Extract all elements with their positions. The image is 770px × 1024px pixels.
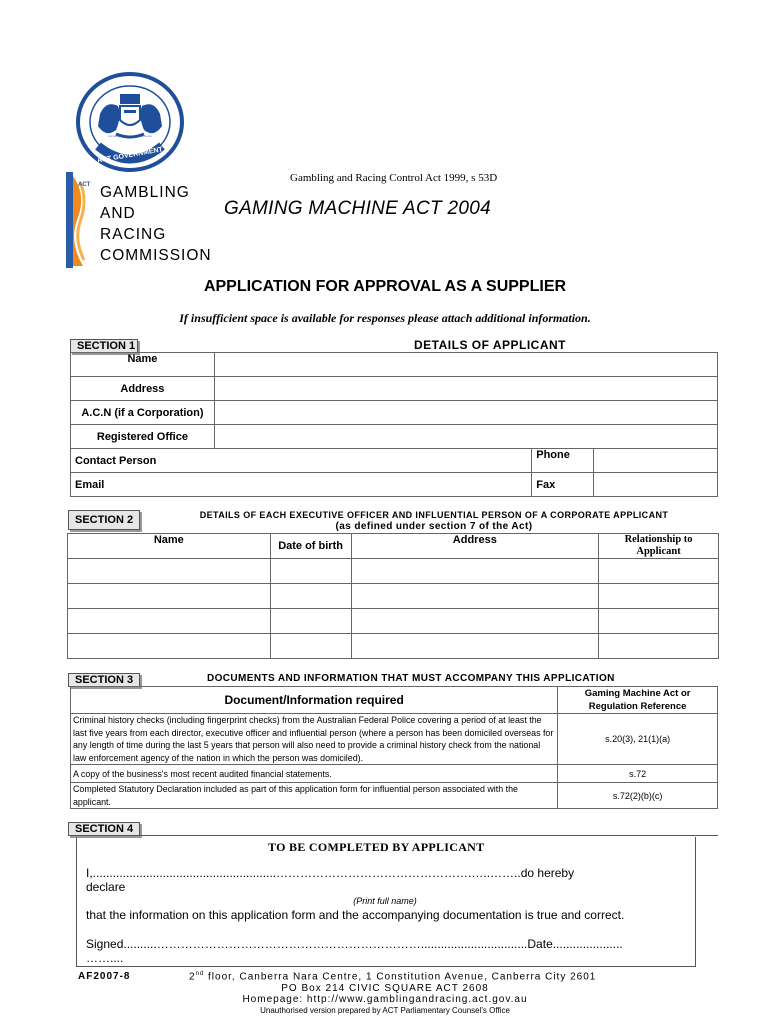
section1-heading: DETAILS OF APPLICANT — [414, 338, 566, 352]
declare-line[interactable]: I,.......................................................………………………………………….…..……..do hereby — [86, 866, 575, 880]
col-dob-header: Date of birth — [270, 534, 351, 559]
document-text: A copy of the business's most recent audited financial statements. — [71, 765, 558, 783]
officer-relationship-field[interactable] — [599, 634, 719, 659]
org-name-line2: AND — [100, 205, 136, 222]
officer-dob-field[interactable] — [270, 634, 351, 659]
email-field[interactable] — [214, 473, 531, 497]
col-document-header: Document/Information required — [71, 687, 558, 714]
document-row — [71, 714, 718, 765]
org-name-line3: RACING — [100, 226, 167, 243]
section1-tab: SECTION 1 — [70, 339, 138, 353]
registered-office-field[interactable] — [214, 425, 717, 449]
col-name-header: Name — [68, 534, 271, 559]
seal-caption: ACT GOVERNMENT — [96, 146, 164, 165]
officer-name-field[interactable] — [68, 634, 271, 659]
applicant-details-table — [70, 352, 718, 497]
name-field[interactable] — [214, 353, 717, 377]
signed-date-line[interactable]: Signed..........…………………………………………………………................................Date..................... — [86, 937, 623, 951]
col-reference-header: Gaming Machine Act or Regulation Reference — [558, 687, 718, 714]
officer-name-field[interactable] — [68, 609, 271, 634]
officer-name-field[interactable] — [68, 559, 271, 584]
declare-word: declare — [86, 880, 126, 894]
officers-header-row — [68, 534, 719, 559]
officers-table — [67, 533, 719, 659]
org-name-line1: GAMBLING — [100, 184, 190, 201]
fax-field[interactable] — [594, 473, 718, 497]
seal-motto: FOR THE QUEEN THE LAW AND THE PEOPLE — [108, 136, 152, 138]
col-relationship-header: Relationship to Applicant — [599, 534, 719, 559]
officer-row — [68, 609, 719, 634]
act-title: GAMING MACHINE ACT 2004 — [224, 198, 491, 219]
org-name-line4: COMMISSION — [100, 247, 212, 264]
documents-header-row — [71, 687, 718, 714]
name-label: Name — [71, 353, 215, 377]
acn-field[interactable] — [214, 401, 717, 425]
address-row — [71, 377, 718, 401]
form-title: APPLICATION FOR APPROVAL AS A SUPPLIER — [203, 278, 567, 295]
document-reference: s.72 — [558, 765, 718, 783]
document-text: Completed Statutory Declaration included as part of this application form for influential person associated with the applicant. — [71, 783, 558, 809]
officer-relationship-field[interactable] — [599, 559, 719, 584]
section2-heading-line2: (as defined under section 7 of the Act) — [335, 521, 533, 532]
footer-unauthorised: Unauthorised version prepared by ACT Parliamentary Counsel's Office — [260, 1006, 510, 1015]
section4-rule — [140, 835, 718, 836]
document-reference: s.20(3), 21(1)(a) — [558, 714, 718, 765]
section2-tab: SECTION 2 — [68, 510, 140, 530]
registered-office-label: Registered Office — [71, 425, 215, 449]
footer-homepage[interactable]: Homepage: http://www.gamblingandracing.act.gov.au — [242, 994, 528, 1005]
officer-relationship-field[interactable] — [599, 609, 719, 634]
officer-address-field[interactable] — [351, 634, 599, 659]
officer-address-field[interactable] — [351, 584, 599, 609]
document-row — [71, 765, 718, 783]
phone-field[interactable] — [594, 449, 718, 473]
officer-row — [68, 634, 719, 659]
name-row — [71, 353, 718, 377]
document-row — [71, 783, 718, 809]
footer-po-box: PO Box 214 CIVIC SQUARE ACT 2608 — [281, 983, 489, 994]
officer-name-field[interactable] — [68, 584, 271, 609]
registered-office-row — [71, 425, 718, 449]
form-instruction: If insufficient space is available for responses please attach additional information. — [179, 311, 591, 325]
footer-address-sup: nd — [195, 971, 205, 977]
email-row — [71, 473, 718, 497]
acn-row — [71, 401, 718, 425]
col-address-header: Address — [351, 534, 599, 559]
officer-row — [68, 584, 719, 609]
document-reference: s.72(2)(b)(c) — [558, 783, 718, 809]
officer-dob-field[interactable] — [270, 559, 351, 584]
section2-heading-line1: DETAILS OF EACH EXECUTIVE OFFICER AND INFLUENTIAL PERSON OF A CORPORATE APPLICANT — [199, 510, 669, 520]
documents-table — [70, 686, 718, 809]
contact-row — [71, 449, 718, 473]
document-text: Criminal history checks (including fingerprint checks) from the Australian Federal Police covering a period of at least the last five years from each director, executive officer and influential person (where a person has been domiciled overseas for any length of time during the last 5 years that person will also need to provide a criminal history check from the national law enforcement agency of the nation in which the person was domiciled). — [71, 714, 558, 765]
section4-heading: TO BE COMPLETED BY APPLICANT — [268, 840, 485, 854]
footer-address-rest: floor, Canberra Nara Centre, 1 Constitution Avenue, Canberra City 2601 — [204, 971, 597, 983]
act-reference: Gambling and Racing Control Act 1999, s 53D — [290, 172, 498, 184]
officer-row — [68, 559, 719, 584]
contact-person-label: Contact Person — [71, 449, 215, 473]
section2-heading — [150, 510, 718, 532]
form-code: AF2007-8 — [78, 971, 131, 982]
officer-dob-field[interactable] — [270, 609, 351, 634]
section4-tab: SECTION 4 — [68, 822, 140, 836]
grc-logo-flame — [66, 172, 92, 268]
footer-address — [189, 971, 596, 982]
officer-dob-field[interactable] — [270, 584, 351, 609]
officer-relationship-field[interactable] — [599, 584, 719, 609]
print-name-hint: (Print full name) — [353, 896, 417, 906]
phone-label: Phone — [532, 449, 594, 473]
acn-label: A.C.N (if a Corporation) — [71, 401, 215, 425]
org-name — [100, 182, 212, 266]
section3-tab: SECTION 3 — [68, 673, 140, 687]
signed-date-line-continued: …….... — [86, 951, 124, 965]
address-field[interactable] — [214, 377, 717, 401]
declaration-statement: that the information on this application form and the accompanying documentation is true and correct. — [86, 908, 625, 922]
logo-act-tag: ACT — [78, 182, 91, 188]
footer-address-floor: 2 — [189, 971, 196, 983]
fax-label: Fax — [532, 473, 594, 497]
section3-heading: DOCUMENTS AND INFORMATION THAT MUST ACCOMPANY THIS APPLICATION — [207, 673, 615, 684]
email-label: Email — [71, 473, 215, 497]
contact-person-field[interactable] — [214, 449, 531, 473]
officer-address-field[interactable] — [351, 609, 599, 634]
act-government-seal — [76, 72, 184, 172]
address-label: Address — [71, 377, 215, 401]
officer-address-field[interactable] — [351, 559, 599, 584]
